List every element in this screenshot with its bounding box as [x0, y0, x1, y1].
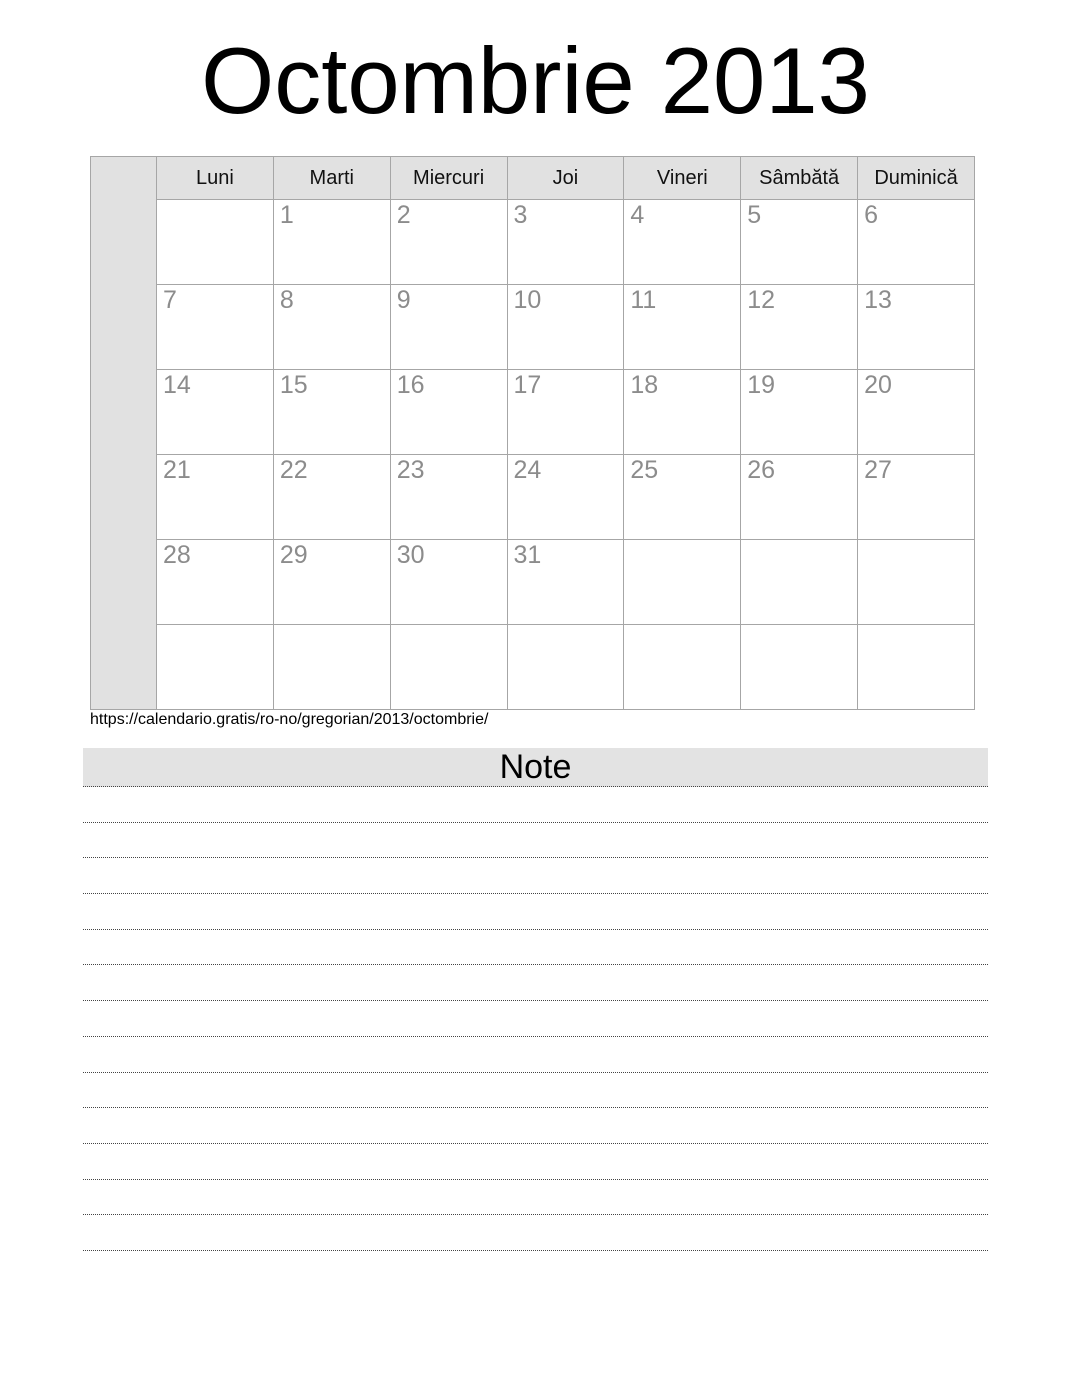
day-header-duminica: Duminică [858, 157, 975, 200]
calendar-cell: 28 [157, 540, 274, 625]
calendar-week-row [91, 625, 975, 710]
note-line [83, 1215, 988, 1251]
calendar-cell: 19 [741, 370, 858, 455]
note-line [83, 930, 988, 966]
calendar-cell: 23 [390, 455, 507, 540]
calendar-cell: 22 [273, 455, 390, 540]
calendar-cell: 11 [624, 285, 741, 370]
calendar-cell [507, 625, 624, 710]
day-header-joi: Joi [507, 157, 624, 200]
calendar-cell: 17 [507, 370, 624, 455]
calendar-cell: 10 [507, 285, 624, 370]
calendar-cell [390, 625, 507, 710]
calendar-cell: 27 [858, 455, 975, 540]
calendar-cell [624, 625, 741, 710]
calendar-week-row [91, 200, 975, 285]
note-line [83, 1037, 988, 1073]
day-header-miercuri: Miercuri [390, 157, 507, 200]
calendar-week-row [91, 455, 975, 540]
calendar-cell: 15 [273, 370, 390, 455]
calendar-cell: 3 [507, 200, 624, 285]
calendar-cell [157, 625, 274, 710]
notes-area [83, 787, 988, 1251]
calendar-cell [741, 625, 858, 710]
calendar-week-row [91, 540, 975, 625]
calendar-cell: 20 [858, 370, 975, 455]
calendar-cell: 16 [390, 370, 507, 455]
note-line [83, 823, 988, 859]
calendar-cell: 12 [741, 285, 858, 370]
calendar-cell: 7 [157, 285, 274, 370]
calendar-cell: 30 [390, 540, 507, 625]
calendar-cell: 29 [273, 540, 390, 625]
day-header-row [91, 157, 975, 200]
calendar-cell: 21 [157, 455, 274, 540]
calendar-cell: 26 [741, 455, 858, 540]
calendar-cell: 24 [507, 455, 624, 540]
source-url: https://calendario.gratis/ro-no/gregorian/2013/octombrie/ [90, 711, 489, 728]
calendar-cell: 4 [624, 200, 741, 285]
calendar-cell: 1 [273, 200, 390, 285]
page-title: Octombrie 2013 [201, 28, 870, 133]
note-line [83, 787, 988, 823]
calendar-cell [157, 200, 274, 285]
note-line [83, 858, 988, 894]
day-header-marti: Marti [273, 157, 390, 200]
note-line [83, 1144, 988, 1180]
day-header-sambata: Sâmbătă [741, 157, 858, 200]
note-line [83, 1073, 988, 1109]
calendar-cell: 31 [507, 540, 624, 625]
calendar-cell: 5 [741, 200, 858, 285]
calendar-cell: 25 [624, 455, 741, 540]
calendar-cell: 6 [858, 200, 975, 285]
calendar-cell: 13 [858, 285, 975, 370]
note-line [83, 1108, 988, 1144]
calendar-table [90, 156, 975, 710]
calendar-cell [858, 540, 975, 625]
calendar-cell [273, 625, 390, 710]
calendar-cell: 8 [273, 285, 390, 370]
note-line [83, 894, 988, 930]
calendar-gutter [91, 157, 157, 710]
calendar-cell: 2 [390, 200, 507, 285]
calendar-cell [624, 540, 741, 625]
calendar-cell [858, 625, 975, 710]
calendar-week-row [91, 285, 975, 370]
notes-header: Note [83, 748, 988, 787]
calendar-cell: 14 [157, 370, 274, 455]
day-header-luni: Luni [157, 157, 274, 200]
day-header-vineri: Vineri [624, 157, 741, 200]
note-line [83, 1180, 988, 1216]
calendar-week-row [91, 370, 975, 455]
calendar-cell [741, 540, 858, 625]
calendar-cell: 18 [624, 370, 741, 455]
note-line [83, 1001, 988, 1037]
calendar-cell: 9 [390, 285, 507, 370]
note-line [83, 965, 988, 1001]
